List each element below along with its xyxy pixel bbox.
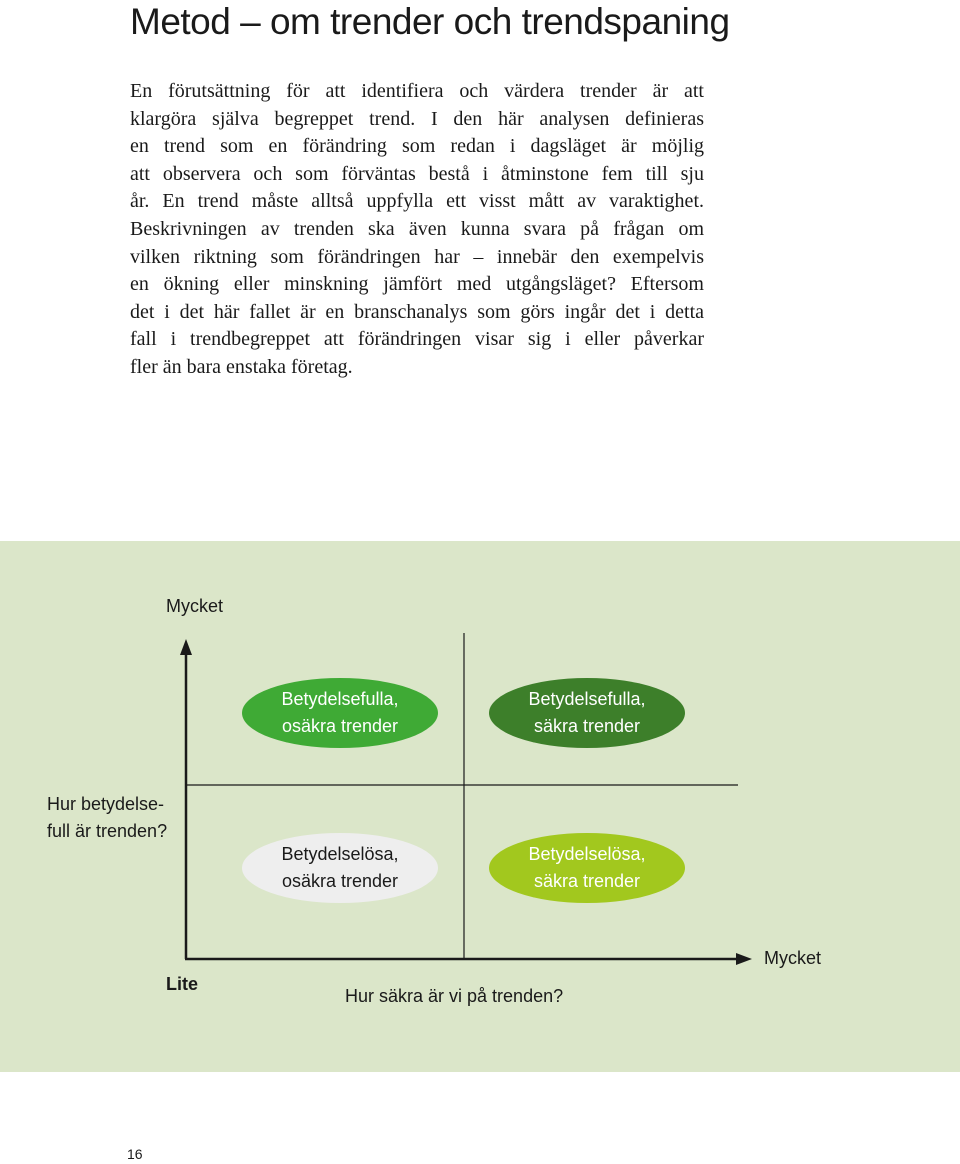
quadrant-important-uncertain — [242, 678, 438, 748]
x-axis-question: Hur säkra är vi på trenden? — [345, 986, 564, 1006]
quadrant-label-line: säkra trender — [533, 716, 641, 736]
body-line: en trend som en förändring som redan i dagsläget är möjlig — [130, 135, 704, 158]
body-line: En förutsättning för att identifiera och värdera trender är att — [130, 80, 704, 102]
y-axis-question-line: Hur betydelse- — [47, 794, 165, 814]
x-axis-arrow-icon — [736, 953, 752, 965]
x-axis-high-label: Mycket — [764, 948, 822, 968]
body-line: fler än bara enstaka företag. — [130, 355, 353, 378]
page-number: 16 — [127, 1146, 143, 1162]
body-line: klargöra själva begreppet trend. I den här analysen definieras — [130, 107, 704, 130]
quadrant-important-certain — [489, 678, 685, 748]
body-line: år. En trend måste alltså uppfylla ett visst mått av varaktighet. — [130, 190, 704, 213]
quadrant-label-line: Betydelsefulla, — [528, 689, 646, 709]
quadrant-label-line: Betydelselösa, — [281, 844, 399, 864]
y-axis-arrow-icon — [180, 639, 192, 655]
body-line: det i det här fallet är en branschanalys som görs ingår det i detta — [130, 300, 704, 323]
y-axis-high-label: Mycket — [166, 596, 224, 616]
quadrant-label-line: Betydelselösa, — [528, 844, 646, 864]
quadrant-label-line: Betydelsefulla, — [281, 689, 399, 709]
y-axis-question — [47, 791, 177, 845]
x-axis-low-label: Lite — [166, 974, 199, 994]
y-axis-question-line: full är trenden? — [47, 821, 168, 841]
body-line: fall i trendbegreppet att förändringen visar sig i eller påverkar — [130, 328, 704, 351]
body-line: Beskrivningen av trenden ska även kunna svara på frågan om — [130, 217, 704, 240]
quadrant-label-line: osäkra trender — [281, 716, 399, 736]
body-paragraph — [130, 78, 704, 382]
quadrant-label-line: säkra trender — [533, 871, 641, 891]
body-line: en ökning eller minskning jämfört med utgångsläget? Eftersom — [130, 273, 704, 296]
trend-matrix-diagram — [0, 541, 960, 1072]
quadrant-unimportant-uncertain — [242, 833, 438, 903]
page-title: Metod – om trender och trendspaning — [130, 1, 730, 42]
quadrant-label-line: osäkra trender — [281, 871, 399, 891]
body-line: vilken riktning som förändringen har – innebär den exempelvis — [130, 245, 704, 268]
body-line: att observera och som förväntas bestå i åtminstone fem till sju — [130, 162, 704, 185]
quadrant-unimportant-certain — [489, 833, 685, 903]
